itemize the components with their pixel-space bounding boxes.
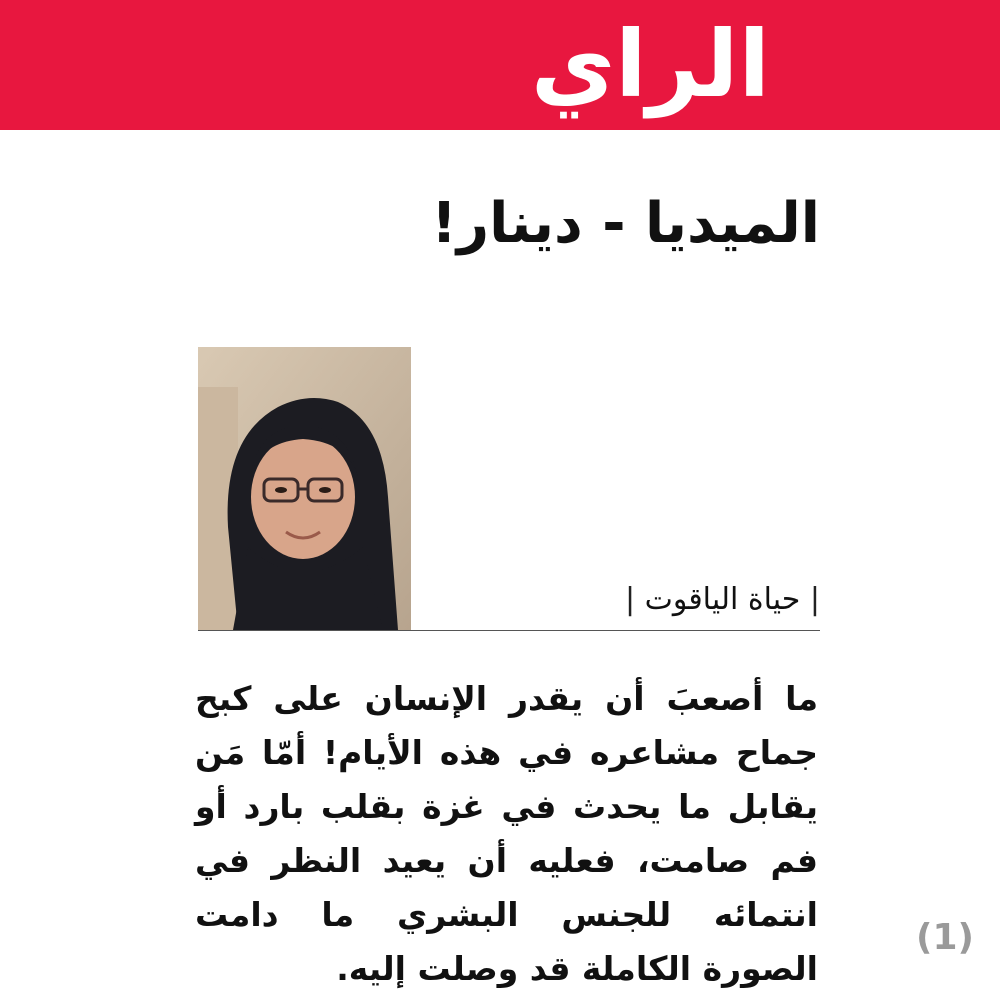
author-portrait-icon bbox=[198, 347, 411, 630]
article-headline: الميديا - دينار! bbox=[431, 191, 820, 256]
masthead-bar bbox=[0, 0, 1000, 130]
page-number: (1) bbox=[916, 917, 974, 958]
byline-divider-left: | bbox=[624, 582, 636, 617]
article-body: ما أصعبَ أن يقدر الإنسان على كبح جماح مشاعره في هذه الأيام! أمّا مَن يقابل ما يحدث في غزة بقلب بارد أو فم صامت، فعليه أن يعيد النظر في انتمائه للجنس البشري ما دامت الصورة الكاملة قد وصلت إليه. bbox=[195, 679, 818, 988]
byline-rule bbox=[198, 630, 820, 631]
byline-divider-right: | bbox=[809, 582, 820, 617]
author-photo bbox=[198, 347, 411, 630]
masthead-logo[interactable]: الراي bbox=[530, 11, 770, 118]
author-name[interactable]: حياة الياقوت bbox=[644, 582, 801, 617]
author-byline bbox=[625, 580, 820, 619]
